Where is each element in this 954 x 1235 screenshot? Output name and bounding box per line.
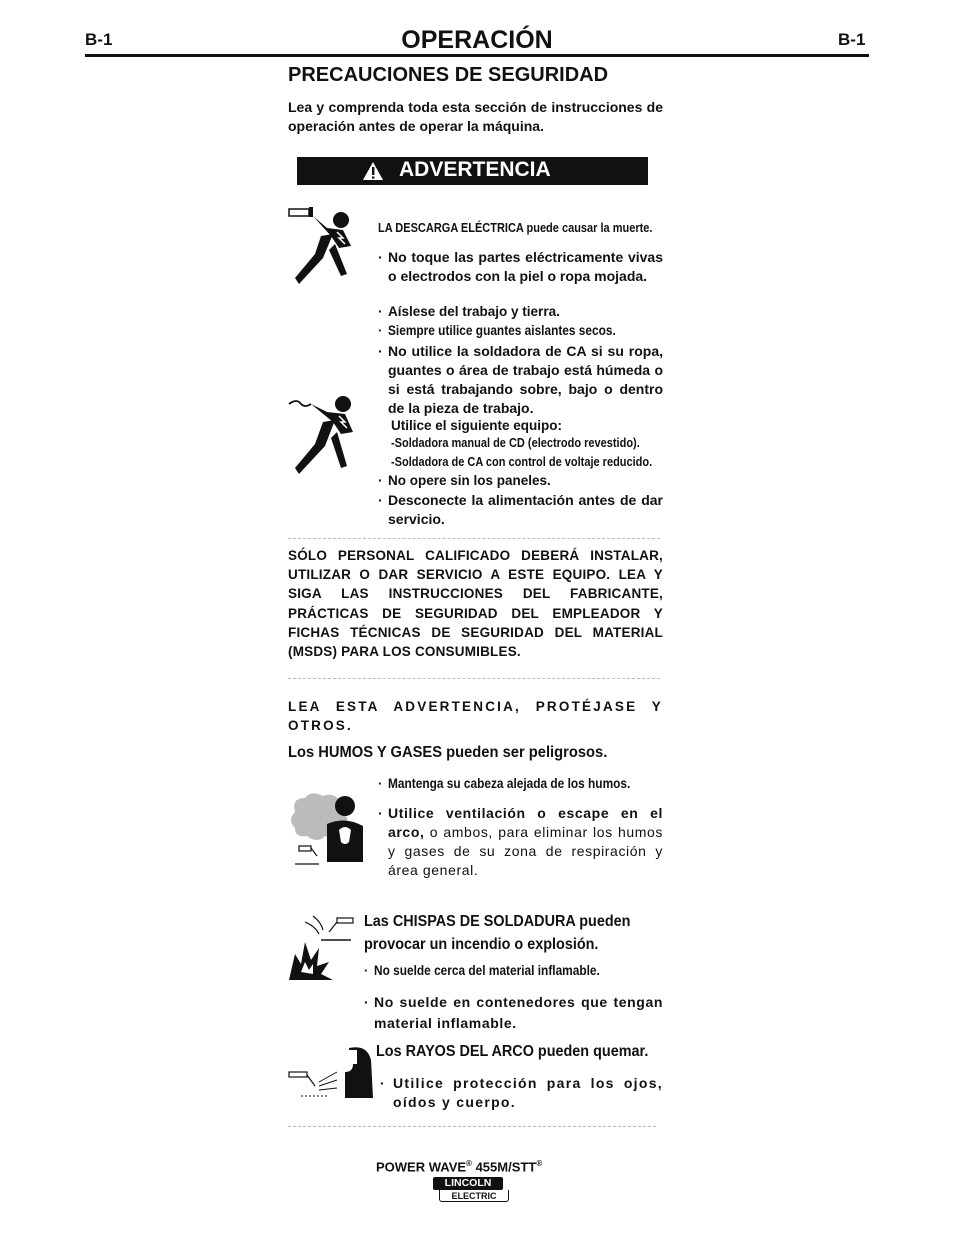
section-intro: Lea y comprenda toda esta sección de instrucciones de operación antes de operar la máquina. <box>288 99 663 134</box>
electric-bullet-4-sub: Utilice el siguiente equipo: <box>391 418 563 433</box>
electric-heading <box>378 219 678 237</box>
electric-bullet-1: No toque las partes eléctricamente vivas o electrodos con la piel o ropa mojada. <box>388 249 663 284</box>
sparks-bullet-2: No suelde en contenedores que tengan material inflamable. <box>374 994 663 1031</box>
warning-label: ADVERTENCIA <box>399 158 551 181</box>
sparks-heading: Las CHISPAS DE SOLDADURA pueden provocar un incendio o explosión. <box>364 913 631 953</box>
sparks-explosion-icon <box>285 914 361 984</box>
electric-equipment-1: -Soldadora manual de CD (electrodo revestido). <box>391 436 640 450</box>
fumes-bullet-2-rest: o ambos, para eliminar los humos y gases de su zona de respiración y área general. <box>388 824 663 878</box>
fumes-heading: Los HUMOS Y GASES pueden ser peligrosos. <box>288 744 608 761</box>
list-item: · No opere sin los paneles. <box>378 473 663 488</box>
footer-model-b: 455M/STT <box>471 1159 537 1175</box>
list-item: · No toque las partes eléctricamente vivas o electrodos con la piel o ropa mojada. <box>378 249 663 284</box>
footer-model-a: POWER WAVE <box>376 1159 467 1175</box>
electric-bullet-2: Aíslese del trabajo y tierra. <box>388 304 560 319</box>
fumes-bullet-2-bold: Utilice ventilación o escape en el arco, <box>388 805 663 840</box>
header-rule <box>85 54 869 57</box>
arc-rays-icon <box>287 1042 377 1100</box>
list-item: · Utilice protección para los ojos, oídos y cuerpo. <box>380 1075 663 1110</box>
arc-heading: Los RAYOS DEL ARCO pueden quemar. <box>376 1043 649 1060</box>
page-number-left: B-1 <box>85 30 113 49</box>
sparks-bullet-1: No suelde cerca del material inflamable. <box>374 963 600 978</box>
list-item: · Aíslese del trabajo y tierra. <box>378 304 663 319</box>
electric-bullet-6: Desconecte la alimentación antes de dar servicio. <box>388 492 663 527</box>
divider <box>288 678 660 679</box>
electric-equipment-2: -Soldadora de CA con control de voltaje reducido. <box>391 455 653 469</box>
footer-reg-2: ® <box>536 1159 543 1168</box>
list-item: · Siempre utilice guantes aislantes secos. <box>378 323 616 338</box>
footer-model <box>376 1159 542 1174</box>
logo-bottom: ELECTRIC <box>439 1190 509 1202</box>
list-item: · No utilice la soldadora de CA si su ropa, guantes o área de trabajo está húmeda o si está trabajando sobre, bajo o dentro de la pieza de trabajo. <box>378 343 663 416</box>
electric-bullet-5: No opere sin los paneles. <box>388 473 551 488</box>
electric-shock-icon-2 <box>287 392 359 480</box>
footer-reg-1: ® <box>466 1159 472 1168</box>
divider <box>288 538 660 539</box>
lincoln-electric-logo <box>433 1177 509 1204</box>
warning-triangle-icon <box>362 161 384 181</box>
list-item: · Utilice ventilación o escape en el arco, o ambos, para eliminar los humos y gases de su zona de respiración y área general. <box>378 805 663 878</box>
logo-top: LINCOLN <box>433 1177 503 1190</box>
read-warning-text: LEA ESTA ADVERTENCIA, PROTÉJASE Y OTROS. <box>288 699 663 733</box>
electric-bullet-3: Siempre utilice guantes aislantes secos. <box>388 323 616 338</box>
arc-bullet-1: Utilice protección para los ojos, oídos y cuerpo. <box>393 1075 663 1110</box>
electric-heading-rest: puede causar la muerte. <box>523 221 653 235</box>
list-item: · No suelde cerca del material inflamable. <box>364 963 600 978</box>
electric-bullet-4: No utilice la soldadora de CA si su ropa, guantes o área de trabajo está húmeda o si está trabajando sobre, bajo o dentro de la pieza de trabajo. <box>388 343 663 416</box>
qualified-personnel-text: SÓLO PERSONAL CALIFICADO DEBERÁ INSTALAR, UTILIZAR O DAR SERVICIO A ESTE EQUIPO. LEA Y SIGA LAS INSTRUCCIONES DEL FABRICANTE, PRÁCTICAS DE SEGURIDAD DEL EMPLEADOR Y FICHAS TÉCNICAS DE SEGURIDAD DEL MATERIAL (MSDS) PARA LOS CONSUMIBLES. <box>288 548 663 660</box>
divider <box>288 1126 656 1127</box>
fumes-bullet-1: Mantenga su cabeza alejada de los humos. <box>388 776 631 791</box>
electric-heading-bold: LA DESCARGA ELÉCTRICA <box>378 221 524 235</box>
page-number-right: B-1 <box>838 30 866 49</box>
page-title: OPERACIÓN <box>401 26 553 54</box>
list-item: · Mantenga su cabeza alejada de los humos. <box>378 776 631 791</box>
warning-banner <box>297 157 648 185</box>
section-title: PRECAUCIONES DE SEGURIDAD <box>288 64 609 86</box>
list-item: · No suelde en contenedores que tengan material inflamable. <box>364 992 663 1034</box>
fumes-icon <box>287 790 367 866</box>
electric-shock-icon <box>287 204 359 290</box>
list-item: · Desconecte la alimentación antes de dar servicio. <box>378 492 663 527</box>
